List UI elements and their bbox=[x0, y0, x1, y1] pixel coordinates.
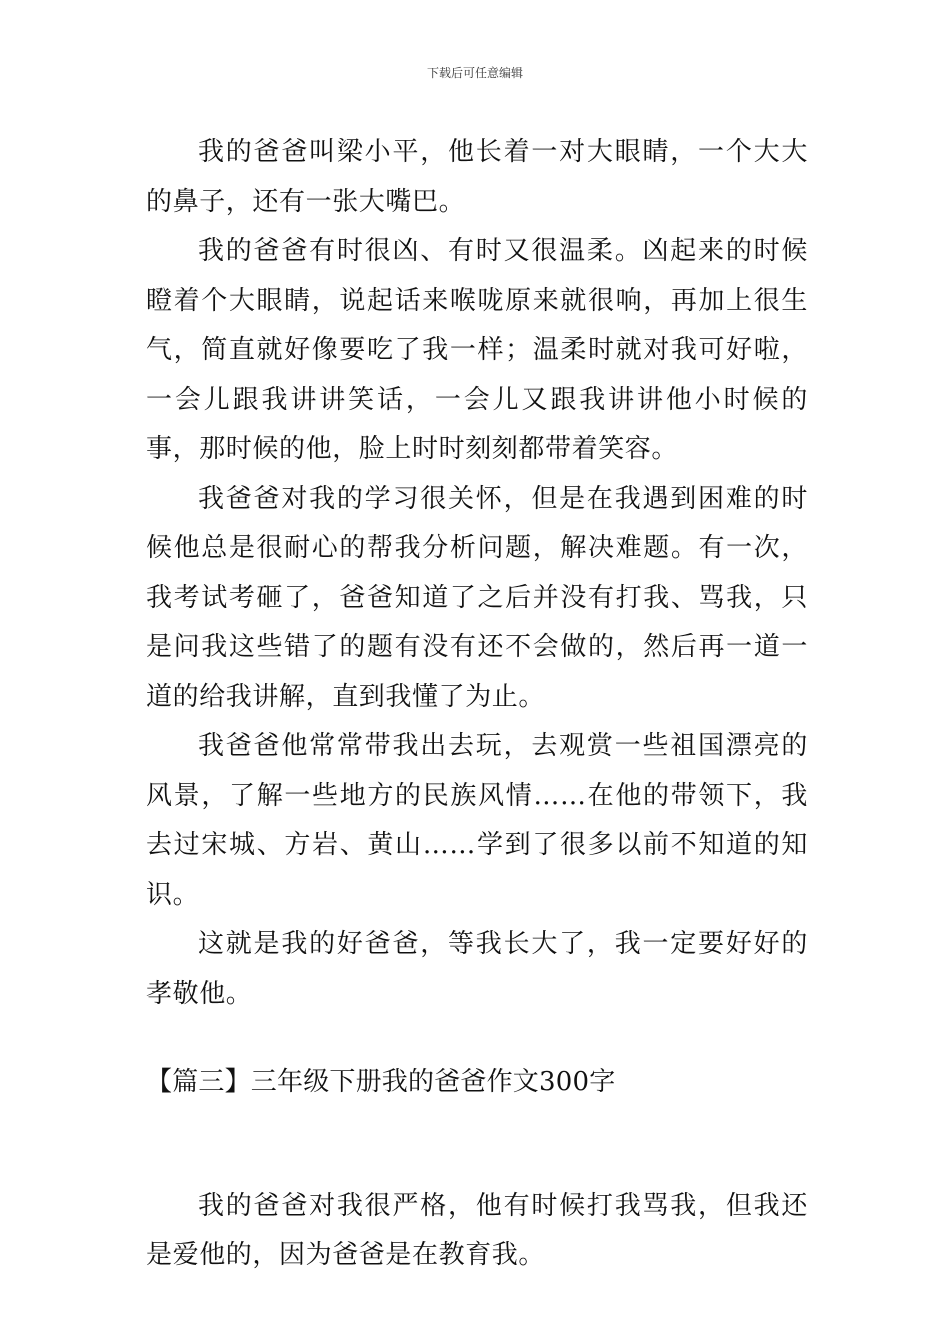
paragraph: 我的爸爸对我很严格，他有时候打我骂我，但我还是爱他的，因为爸爸是在教育我。 bbox=[146, 1190, 808, 1270]
paragraph: 我爸爸他常常带我出去玩，去观赏一些祖国漂亮的风景，了解一些地方的民族风情……在他的带领下，我去过宋城、方岩、黄山……学到了很多以前不知道的知识。 bbox=[146, 731, 808, 910]
section-heading: 【篇三】三年级下册我的爸爸作文300字 bbox=[146, 1067, 616, 1097]
paragraph: 我的爸爸叫梁小平，他长着一对大眼睛，一个大大的鼻子，还有一张大嘴巴。 bbox=[146, 137, 808, 217]
paragraph: 我的爸爸有时很凶、有时又很温柔。凶起来的时候瞪着个大眼睛，说起话来喉咙原来就很响，再加上很生气，简直就好像要吃了我一样；温柔时就对我可好啦，一会儿跟我讲讲笑话，一会儿又跟我讲讲他小时候的事，那时候的他，脸上时时刻刻都带着笑容。 bbox=[146, 236, 808, 464]
document-body bbox=[146, 128, 808, 1281]
section-spacer bbox=[146, 1108, 808, 1182]
paragraph: 这就是我的好爸爸，等我长大了，我一定要好好的孝敬他。 bbox=[146, 929, 808, 1009]
paragraph: 我爸爸对我的学习很关怀，但是在我遇到困难的时候他总是很耐心的帮我分析问题，解决难题。有一次，我考试考砸了，爸爸知道了之后并没有打我、骂我，只是问我这些错了的题有没有还不会做的，然后再一道一道的给我讲解，直到我懂了为止。 bbox=[146, 483, 808, 712]
page-header: 下载后可任意编辑 bbox=[426, 66, 523, 80]
